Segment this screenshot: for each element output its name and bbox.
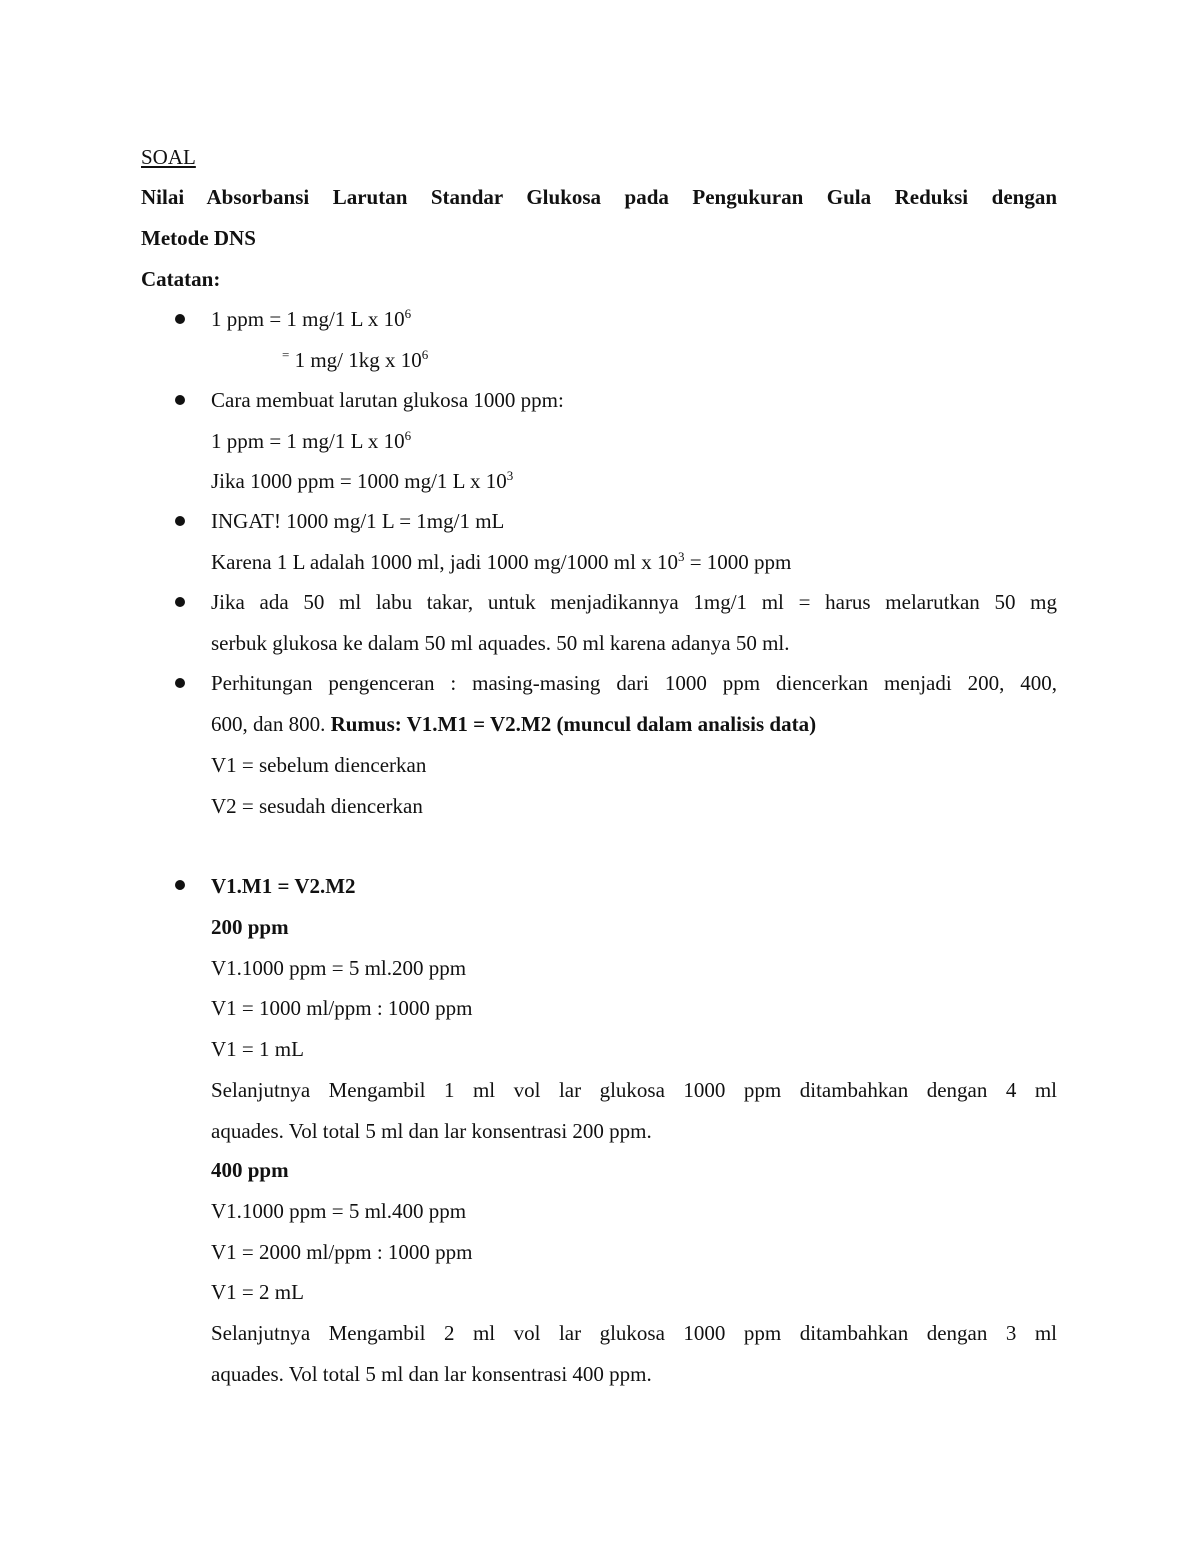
bullet-icon xyxy=(175,395,185,405)
note-2-line-3: Jika 1000 ppm = 1000 mg/1 L x $10^3$ xyxy=(211,468,514,493)
formula-rumus: Rumus: V1.M1 = V2.M2 (muncul dalam analisis data) xyxy=(330,712,817,736)
calc-200-line-1: V1.1000 ppm = 5 ml.200 ppm xyxy=(211,956,467,980)
note-5-line-4: V2 = sesudah diencerkan xyxy=(211,794,423,818)
note-4-line-2: serbuk glukosa ke dalam 50 ml aquades. 50 ml karena adanya 50 ml. xyxy=(211,631,790,655)
title-line-1: Nilai Absorbansi Larutan Standar Glukosa pada Pengukuran Gula Reduksi dengan xyxy=(141,185,1057,209)
heading-soal: SOAL xyxy=(141,145,196,169)
note-3-line-2: Karena 1 L adalah 1000 ml, jadi 1000 mg/1000 ml x $10^3 = 1000$ ppm xyxy=(211,549,792,574)
formula-heading: V1.M1 = V2.M2 xyxy=(211,874,356,898)
calc-400-line-1: V1.1000 ppm = 5 ml.400 ppm xyxy=(211,1199,467,1223)
note-1-line-2: = 1 mg/ 1kg x $10^6$ xyxy=(282,347,429,372)
note-5-line-3: V1 = sebelum diencerkan xyxy=(211,753,427,777)
calc-200-line-4: Selanjutnya Mengambil 1 ml vol lar glukosa 1000 ppm ditambahkan dengan 4 ml xyxy=(211,1078,1057,1102)
note-5-line-2: 600, dan 800. Rumus: V1.M1 = V2.M2 (muncul dalam analisis data) xyxy=(211,712,817,736)
calc-400-line-4: Selanjutnya Mengambil 2 ml vol lar glukosa 1000 ppm ditambahkan dengan 3 ml xyxy=(211,1321,1057,1345)
section-400ppm-label: 400 ppm xyxy=(211,1158,289,1182)
calc-200-line-3: V1 = 1 mL xyxy=(211,1037,304,1061)
calc-200-line-5: aquades. Vol total 5 ml dan lar konsentrasi 200 ppm. xyxy=(211,1119,652,1143)
title-line-2: Metode DNS xyxy=(141,226,256,250)
bullet-icon xyxy=(175,678,185,688)
bullet-icon xyxy=(175,314,185,324)
note-2-line-2: 1 ppm = 1 mg/1 L x $10^6$ xyxy=(211,428,412,453)
calc-400-line-3: V1 = 2 mL xyxy=(211,1280,304,1304)
notes-label: Catatan: xyxy=(141,267,221,291)
bullet-icon xyxy=(175,597,185,607)
note-2-line-1: Cara membuat larutan glukosa 1000 ppm: xyxy=(211,388,564,412)
bullet-icon xyxy=(175,880,185,890)
bullet-icon xyxy=(175,516,185,526)
calc-400-line-5: aquades. Vol total 5 ml dan lar konsentrasi 400 ppm. xyxy=(211,1362,652,1386)
note-5-line-1: Perhitungan pengenceran : masing-masing dari 1000 ppm diencerkan menjadi 200, 400, xyxy=(211,671,1057,695)
note-4-line-1: Jika ada 50 ml labu takar, untuk menjadikannya 1mg/1 ml = harus melarutkan 50 mg xyxy=(211,590,1057,614)
calc-200-line-2: V1 = 1000 ml/ppm : 1000 ppm xyxy=(211,996,473,1020)
calc-400-line-2: V1 = 2000 ml/ppm : 1000 ppm xyxy=(211,1240,473,1264)
note-3-line-1: INGAT! 1000 mg/1 L = 1mg/1 mL xyxy=(211,509,505,533)
note-1-line-1: 1 ppm = 1 mg/1 L x $10^6$ xyxy=(211,306,412,331)
section-200ppm-label: 200 ppm xyxy=(211,915,289,939)
